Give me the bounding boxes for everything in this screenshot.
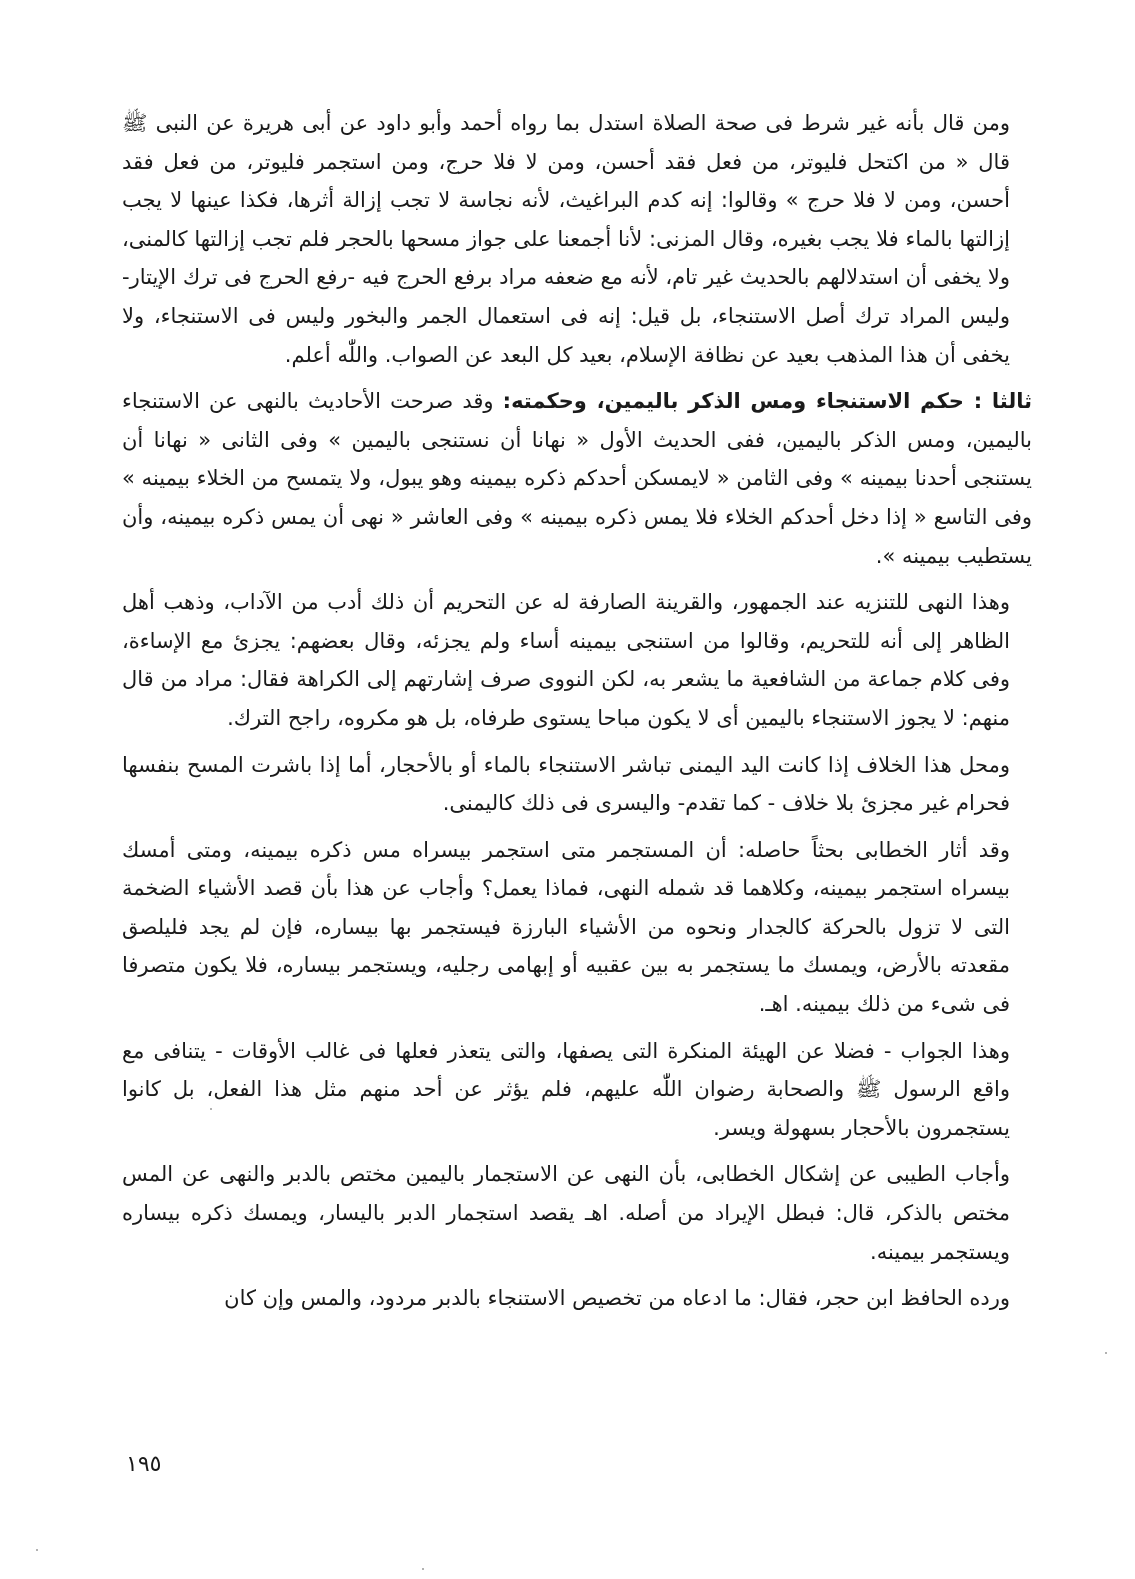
paragraph-text: ومن قال بأنه غير شرط فى صحة الصلاة استدل بما رواه أحمد وأبو داود عن أبى هريرة عن النبى ﷺ قال « من اكتحل فليوتر، من فعل فقد أحسن، ومن لا فلا حرج، ومن استجمر فليوتر، من فعل فقد أحسن، ومن لا فلا حرج » وقالوا: إنه كدم البراغيث، لأنه نجاسة لا تجب إزالة أثرها، فكذا عينها لا يجب إزالتها بالماء فلا يجب بغيره، وقال المزنى: لأنا أجمعنا على جواز مسحها بالحجر فلم تجب إزالتها كالمنى، ولا يخفى أن استدلالهم بالحديث غير تام، لأنه مع ضعفه مراد برفع الحرج فيه -رفع الحرج فى ترك الإيتار- وليس المراد ترك أصل الاستنجاء، بل قيل: إنه فى استعمال الجمر والبخور وليس فى الاستنجاء، ولا يخفى أن هذا المذهب بعيد عن نظافة الإسلام، بعيد كل البعد عن الصواب. واللّٰه أعلم.	[122, 111, 1010, 367]
scan-speck	[36, 1549, 38, 1551]
paragraph	[122, 104, 1010, 374]
body-text	[122, 104, 1032, 1326]
paragraph	[122, 1279, 1010, 1318]
paragraph-with-heading	[122, 382, 1032, 575]
scan-speck	[1105, 1352, 1107, 1354]
paragraph-text: وقد أثار الخطابى بحثاً حاصله: أن المستجمر متى استجمر بيسراه مس ذكره بيمينه، ومتى أمسك بيسراه استجمر بيمينه، وكلاهما قد شمله النهى، فماذا يعمل؟ وأجاب عن هذا بأن قصد الأشياء الضخمة التى لا تزول بالحركة كالجدار ونحوه من الأشياء البارزة فيستجمر بها بيساره، فإن لم يجد فليلصق مقعدته بالأرض، ويمسك ما يستجمر به بين عقبيه أو إبهامى رجليه، ويستجمر بيساره، فلا يكون متصرفا فى شىء من ذلك بيمينه. اهـ.	[122, 837, 1010, 1017]
paragraph	[122, 1155, 1010, 1271]
paragraph-text: وأجاب الطيبى عن إشكال الخطابى، بأن النهى عن الاستجمار باليمين مختص بالدبر والنهى عن المس مختص بالذكر، قال: فبطل الإيراد من أصله. اهـ يقصد استجمار الدبر باليسار، ويمسك ذكره بيساره ويستجمر بيمينه.	[122, 1162, 1010, 1264]
paragraph	[122, 746, 1010, 823]
paragraph-text: ومحل هذا الخلاف إذا كانت اليد اليمنى تباشر الاستنجاء بالماء أو بالأحجار، أما إذا باشرت المسح بنفسها فحرام غير مجزئ بلا خلاف - كما تقدم- واليسرى فى ذلك كاليمنى.	[122, 752, 1010, 816]
scan-speck	[422, 1568, 424, 1570]
paragraph	[122, 1032, 1010, 1148]
scan-speck	[210, 1108, 212, 1110]
paragraph	[122, 583, 1010, 737]
section-heading: ثالثا : حكم الاستنجاء ومس الذكر باليمين، وحكمته:	[502, 389, 1032, 414]
paragraph-text: وهذا الجواب - فضلا عن الهيئة المنكرة التى يصفها، والتى يتعذر فعلها فى غالب الأوقات - يتنافى مع واقع الرسول ﷺ والصحابة رضوان اللّٰه عليهم، فلم يؤثر عن أحد منهم مثل هذا الفعل، بل كانوا يستجمرون بالأحجار بسهولة ويسر.	[122, 1038, 1010, 1140]
paragraph-text: ورده الحافظ ابن حجر، فقال: ما ادعاه من تخصيص الاستنجاء بالدبر مردود، والمس وإن كان	[224, 1286, 1010, 1311]
paragraph-text: وهذا النهى للتنزيه عند الجمهور، والقرينة الصارفة له عن التحريم أن ذلك أدب من الآداب، وذهب أهل الظاهر إلى أنه للتحريم، وقالوا من استنجى بيمينه أساء ولم يجزئه، وقال بعضهم: يجزئ مع الإساءة، وفى كلام جماعة من الشافعية ما يشعر به، لكن النووى صرف إشارتهم إلى الكراهة فقال: مراد من قال منهم: لا يجوز الاستنجاء باليمين أى لا يكون مباحا يستوى طرفاه، بل هو مكروه، راجح الترك.	[122, 590, 1010, 730]
paragraph	[122, 831, 1010, 1024]
paragraph-text: وقد صرحت الأحاديث بالنهى عن الاستنجاء باليمين، ومس الذكر باليمين، ففى الحديث الأول « نهانا أن نستنجى باليمين » وفى الثانى « نهانا أن يستنجى أحدنا بيمينه » وفى الثامن « لايمسكن أحدكم ذكره بيمينه وهو يبول، ولا يتمسح من الخلاء بيمينه » وفى التاسع « إذا دخل أحدكم الخلاء فلا يمس ذكره بيمينه » وفى العاشر « نهى أن يمس ذكره بيمينه، وأن يستطيب بيمينه ».	[122, 389, 1032, 568]
page-number: ١٩٥	[126, 1452, 162, 1477]
